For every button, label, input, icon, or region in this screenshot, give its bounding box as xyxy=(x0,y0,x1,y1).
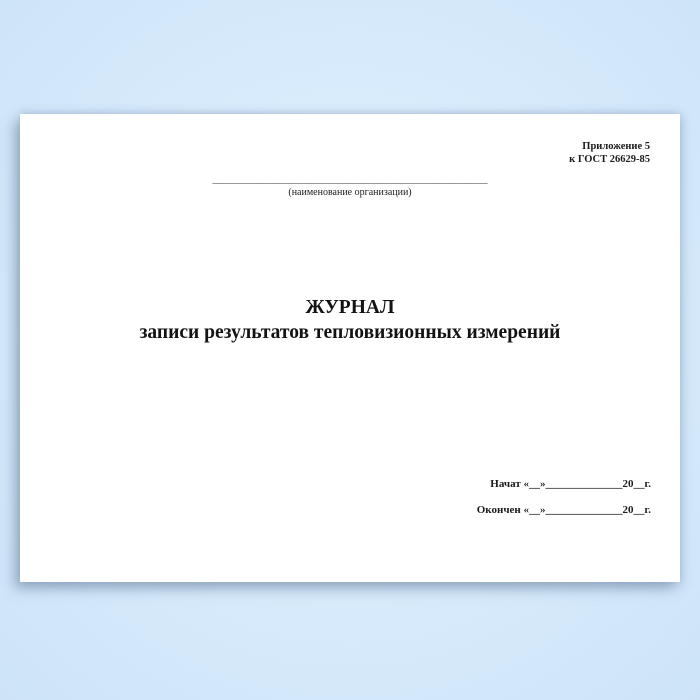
organization-caption: (наименование организации) xyxy=(288,187,412,198)
title-line-journal: ЖУРНАЛ xyxy=(305,297,395,318)
appendix-note xyxy=(569,141,650,166)
organization-name-blank-line: __________________________________________________ xyxy=(212,173,488,185)
appendix-line-2: к ГОСТ 26629-85 xyxy=(569,153,650,165)
started-date-line: Начат «__»______________20__г. xyxy=(490,478,651,490)
dates-block xyxy=(477,478,651,517)
title-line-subtitle: записи результатов тепловизионных измерений xyxy=(139,322,561,343)
document-title xyxy=(20,295,680,345)
organization-block xyxy=(20,172,680,199)
journal-cover-page xyxy=(20,114,680,582)
finished-date-line: Окончен «__»______________20__г. xyxy=(476,504,651,516)
appendix-line-1: Приложение 5 xyxy=(582,141,650,152)
